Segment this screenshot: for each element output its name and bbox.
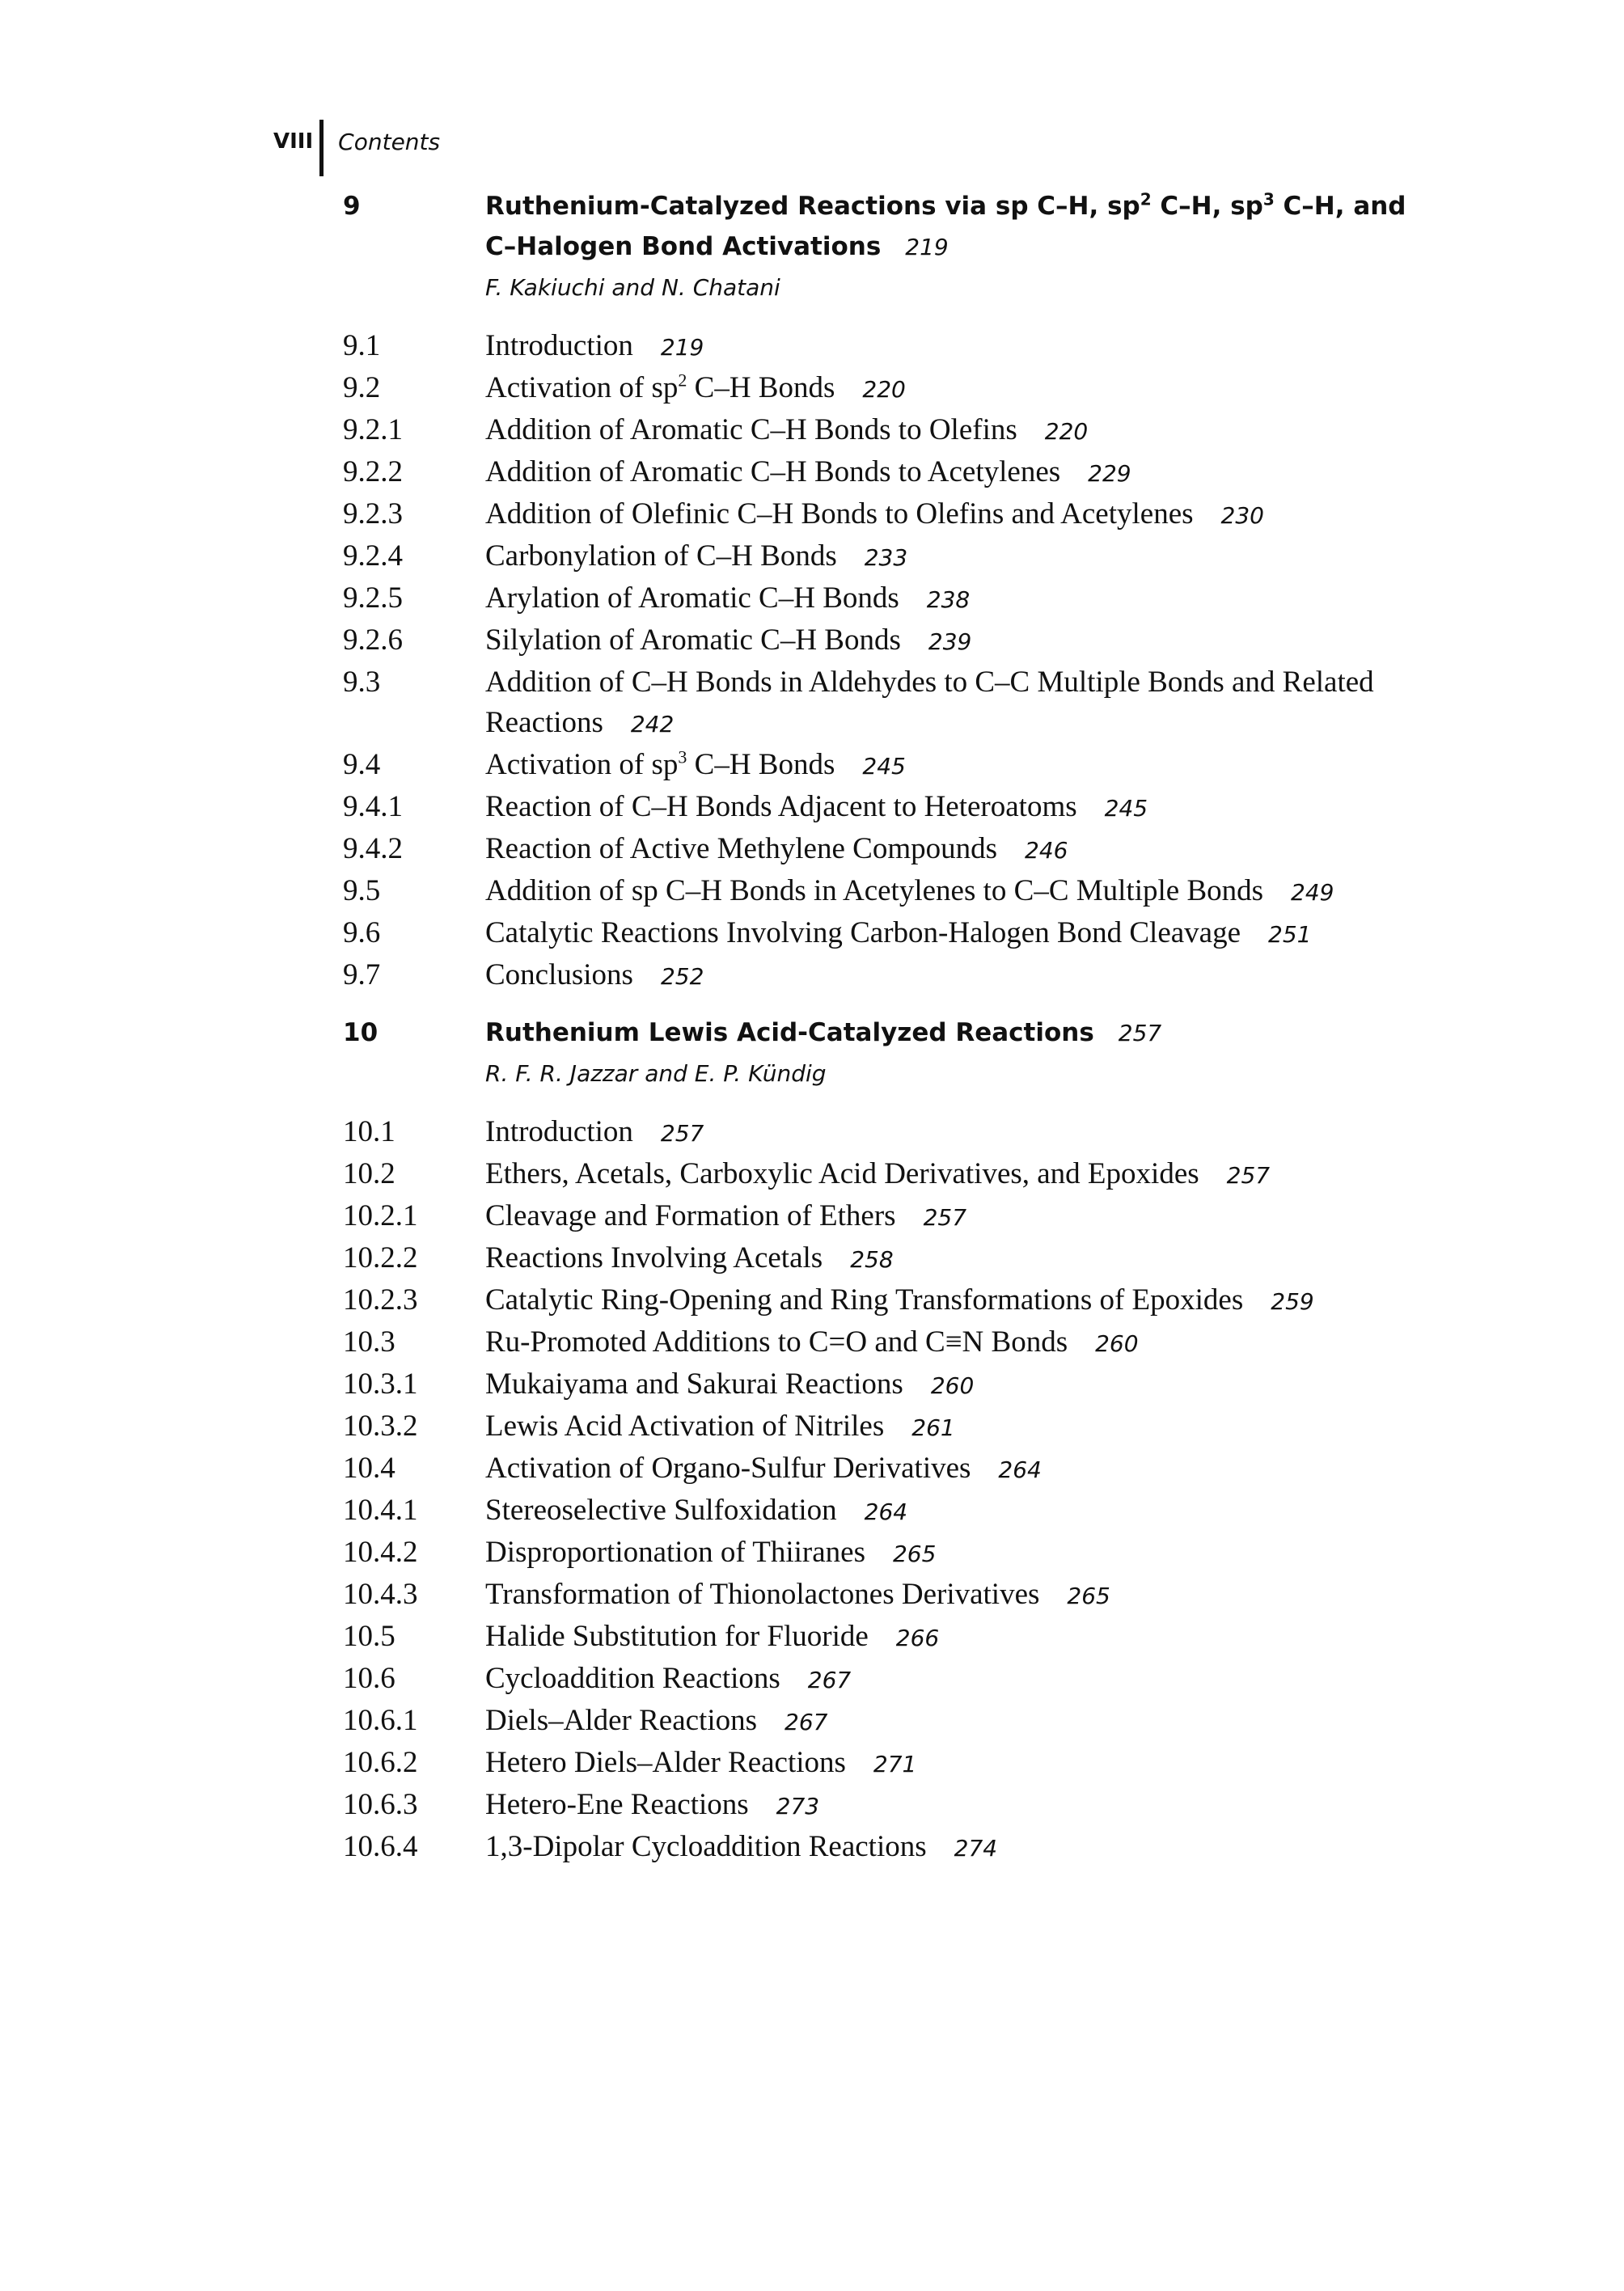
toc-entry[interactable]: 9.4.2 Reaction of Active Methylene Compounds 246 (343, 832, 1068, 865)
section-list (343, 1112, 1475, 1869)
toc-entry[interactable]: 9.2.2 Addition of Aromatic C–H Bonds to Acetylenes 229 (343, 455, 1131, 488)
toc-entry[interactable]: 9.5 Addition of sp C–H Bonds in Acetylenes to C–C Multiple Bonds 249 (343, 874, 1334, 907)
toc-entry[interactable]: 10.3.2 Lewis Acid Activation of Nitriles 261 (343, 1410, 955, 1443)
toc-entry[interactable]: 10.5 Halide Substitution for Fluoride 266 (343, 1620, 940, 1653)
toc-entry[interactable]: 9.3 Addition of C–H Bonds in Aldehydes to C–C Multiple Bonds and Related Reactions 242 (343, 666, 1374, 739)
toc-entry[interactable]: 9.2.4 Carbonylation of C–H Bonds 233 (343, 539, 908, 573)
chapter-number: 9 (343, 192, 361, 221)
toc-entry[interactable]: 9.4 Activation of $sp^3$ C–H Bonds 245 (343, 746, 906, 781)
toc-entry[interactable]: 10.4.2 Disproportionation of Thiiranes 265 (343, 1536, 937, 1569)
toc-entry[interactable]: 9.2.6 Silylation of Aromatic C–H Bonds 239 (343, 623, 972, 657)
toc-entry[interactable]: 10.6.4 1,3-Dipolar Cycloaddition Reactions 274 (343, 1830, 998, 1863)
toc-entry[interactable]: 9.2 Activation of $sp^2$ C–H Bonds 220 (343, 370, 906, 404)
header-rule (319, 120, 324, 176)
chapter-title[interactable]: Ruthenium Lewis Acid-Catalyzed Reactions 257 (485, 1018, 1162, 1047)
toc-entry[interactable]: 10.4.1 Stereoselective Sulfoxidation 264 (343, 1494, 908, 1527)
toc-entry[interactable]: 10.2.1 Cleavage and Formation of Ethers 257 (343, 1199, 967, 1232)
toc-entry[interactable]: 9.4.1 Reaction of C–H Bonds Adjacent to Heteroatoms 245 (343, 790, 1148, 823)
chapter-authors: F. Kakiuchi and N. Chatani (485, 274, 780, 301)
toc-entry[interactable]: 10.4.3 Transformation of Thionolactones Derivatives 265 (343, 1578, 1110, 1611)
toc-entry[interactable]: 10.2.3 Catalytic Ring-Opening and Ring Transformations of Epoxides 259 (343, 1283, 1314, 1317)
page-folio: VIII (273, 129, 314, 154)
toc-entry[interactable]: 10.6 Cycloaddition Reactions 267 (343, 1662, 852, 1695)
chapter-authors: R. F. R. Jazzar and E. P. Kündig (485, 1060, 827, 1087)
toc-entry[interactable]: 10.4 Activation of Organo-Sulfur Derivatives 264 (343, 1452, 1042, 1485)
toc-entry[interactable]: 9.2.1 Addition of Aromatic C–H Bonds to Olefins 220 (343, 413, 1089, 446)
toc-entry[interactable]: 10.6.1 Diels–Alder Reactions 267 (343, 1704, 828, 1737)
toc-entry[interactable]: 10.6.3 Hetero-Ene Reactions 273 (343, 1788, 820, 1821)
toc-entry[interactable]: 9.6 Catalytic Reactions Involving Carbon-Halogen Bond Cleavage 251 (343, 916, 1312, 949)
toc-entry[interactable]: 10.2.2 Reactions Involving Acetals 258 (343, 1241, 894, 1274)
toc-entry[interactable]: 10.3 Ru-Promoted Additions to C=O and C≡N Bonds 260 (343, 1325, 1139, 1359)
chapter-10 (343, 1012, 1475, 1869)
chapter-number: 10 (343, 1018, 379, 1047)
chapter-page: 257 (1118, 1020, 1162, 1046)
running-head (273, 123, 440, 171)
toc-entry[interactable]: 9.7 Conclusions 252 (343, 958, 704, 991)
toc-entry[interactable]: 9.2.3 Addition of Olefinic C–H Bonds to Olefins and Acetylenes 230 (343, 497, 1264, 530)
toc-entry[interactable]: 9.1 Introduction 219 (343, 329, 704, 362)
section-name: Contents (338, 129, 441, 155)
toc-entry[interactable]: 10.6.2 Hetero Diels–Alder Reactions 271 (343, 1746, 917, 1779)
toc-entry[interactable]: 9.2.5 Arylation of Aromatic C–H Bonds 238 (343, 581, 971, 615)
chapter-9 (343, 186, 1475, 997)
section-list (343, 326, 1475, 997)
chapter-page: 219 (905, 234, 949, 260)
toc-entry[interactable]: 10.3.1 Mukaiyama and Sakurai Reactions 260 (343, 1367, 975, 1401)
toc-entry[interactable]: 10.2 Ethers, Acetals, Carboxylic Acid Derivatives, and Epoxides 257 (343, 1157, 1271, 1190)
chapter-title[interactable]: Ruthenium-Catalyzed Reactions via sp C–H, $sp^2$ C–H, $sp^3$ C–H, and C–Halogen Bond Activations 219 (485, 189, 1406, 261)
toc-entry[interactable]: 10.1 Introduction 257 (343, 1115, 704, 1148)
